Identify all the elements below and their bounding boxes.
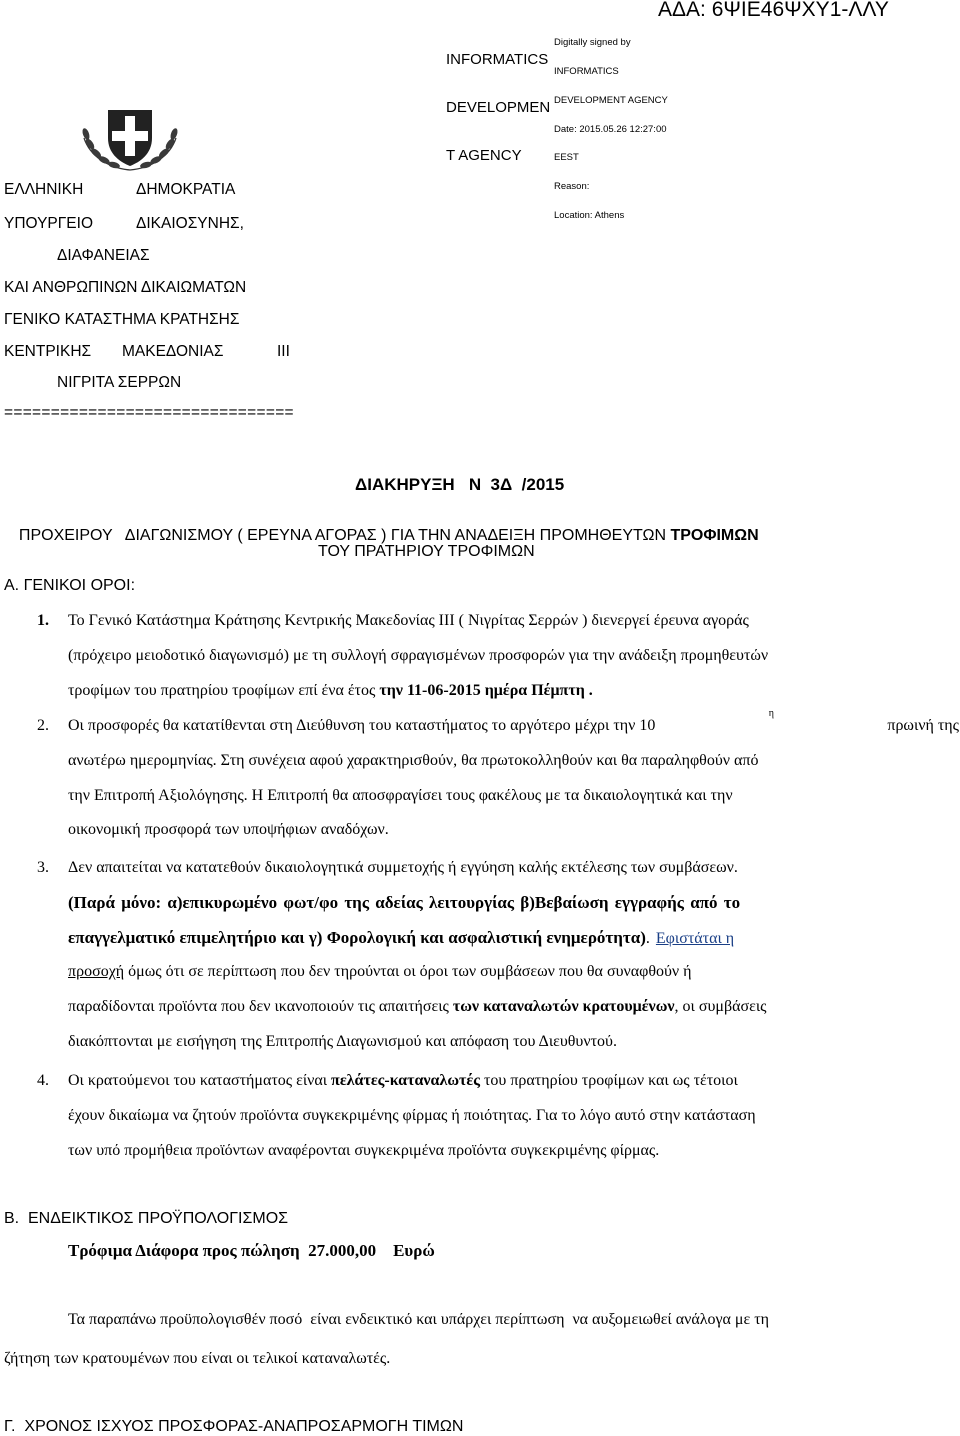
section-a-heading: Α. ΓΕΝΙΚΟΙ ΟΡΟΙ: — [4, 577, 136, 594]
signature-detail-line: INFORMATICS — [554, 65, 619, 77]
document-title: ΔΙΑΚΗΡΥΞΗ Ν 3Δ /2015 — [355, 475, 565, 494]
signature-detail-line: Location: Athens — [554, 209, 625, 221]
item-line: (πρόχειρο μειοδοτικό διαγωνισμό) με τη συλλογή σφραγισμένων προσφορών για την ανάδειξη προμηθευτών — [68, 646, 769, 664]
budget-line: Τρόφιμα Διάφορα προς πώληση 27.000,00 Ευρώ — [68, 1241, 435, 1260]
header-line-4: ΚΑΙ ΑΝΘΡΩΠΙΝΩΝ ΔΙΚΑΙΩΜΑΤΩΝ — [4, 279, 247, 296]
signature-detail-line: Digitally signed by — [554, 37, 631, 49]
item-text: όμως ότι σε περίπτωση που δεν τηρούνται οι όροι των συμβάσεων που θα συναφθούν ή — [124, 963, 692, 981]
header-line-7: ΝΙΓΡΙΤΑ ΣΕΡΡΩΝ — [57, 374, 182, 391]
item-number: 3. — [37, 859, 49, 876]
item-text: παραδίδονται προϊόντα που δεν ικανοποιούν τις απαιτήσεις — [68, 998, 453, 1016]
item-line — [68, 921, 959, 956]
item-number: 1. — [37, 612, 49, 629]
item-line: (Παρά μόνο: α)επικυρωμένο φωτ/φο της αδείας λειτουργίας β)Βεβαίωση εγγραφής από το — [68, 892, 741, 912]
signature-details — [554, 19, 668, 230]
budget-paragraph-line: ζήτηση των κρατουμένων που είναι οι τελικοί καταναλωτές. — [4, 1350, 391, 1367]
signature-signer-name — [446, 20, 550, 180]
document-subtitle — [10, 509, 759, 545]
ada-number: ΑΔΑ: 6ΨΙΕ46ΨΧΥ1-ΛΛΥ — [658, 0, 889, 21]
header-word: ΜΑΚΕΔΟΝΙΑΣ — [122, 343, 224, 360]
item-text: τροφίμων του πρατηρίου τροφίμων επί ένα έτος — [68, 681, 380, 699]
signature-name-line: INFORMATICS — [446, 51, 549, 68]
signature-detail-line: EEST — [554, 152, 579, 164]
document-subtitle-2: ΤΟΥ ΠΡΑΤΗΡΙΟΥ ΤΡΟΦΙΜΩΝ — [318, 543, 535, 560]
signature-detail-line: Reason: — [554, 181, 590, 193]
subtitle-part: ΠΡΟΧΕΙΡΟΥ — [18, 527, 117, 544]
item-line: διακόπτονται με εισήγηση της Επιτροπής Διαγωνισμού και απόφαση του Διευθυντού. — [68, 1032, 617, 1050]
header-line-3: ΔΙΑΦΑΝΕΙΑΣ — [57, 247, 150, 264]
item-line — [68, 709, 959, 744]
item-text: των καταναλωτών κρατουμένων — [452, 998, 675, 1016]
header-line-6 — [4, 343, 290, 361]
item-number: 2. — [37, 717, 49, 734]
subtitle-part: ΔΙΑΓΩΝΙΣΜΟΥ ( ΕΡΕΥΝΑ ΑΓΟΡΑΣ ) ΓΙΑ ΤΗΝ ΑΝΑΔΕΙΞΗ ΠΡΟΜΗΘΕΥΤΩΝ — [124, 527, 671, 544]
item-text: , οι συμβάσεις — [674, 998, 767, 1016]
item-text: πελάτες-καταναλωτές — [331, 1072, 480, 1089]
header-word: ΚΕΝΤΡΙΚΗΣ — [4, 343, 92, 360]
section-c-heading: Γ. ΧΡΟΝΟΣ ΙΣΧΥΟΣ ΠΡΟΣΦΟΡΑΣ-ΑΝΑΠΡΟΣΑΡΜΟΓΗ ΤΙΜΩΝ — [4, 1418, 464, 1435]
item-line: οικονομική προσφορά των υποψήφιων αναδόχων. — [68, 821, 389, 839]
greek-emblem-icon — [74, 104, 186, 176]
item-text: η — [768, 708, 774, 719]
item-text: την 11-06-2015 ημέρα Πέμπτη . — [379, 681, 593, 699]
item-text: Εφιστάται η — [655, 929, 735, 947]
item-text: Οι προσφορές θα κατατίθενται στη Διεύθυνση του καταστήματος το αργότερο μέχρι την 10 — [68, 717, 656, 734]
header-line-5: ΓΕΝΙΚΟ ΚΑΤΑΣΤΗΜΑ ΚΡΑΤΗΣΗΣ — [4, 311, 240, 328]
subtitle-part: ΤΡΟΦΙΜΩΝ — [670, 527, 759, 544]
item-text: προσοχή — [68, 963, 125, 981]
header-line-2 — [4, 215, 244, 233]
signature-name-line: DEVELOPMEN — [446, 99, 551, 116]
signature-detail-line: Date: 2015.05.26 12:27:00 — [554, 123, 667, 135]
header-word: ΔΙΚΑΙΟΣΥΝΗΣ, — [136, 215, 244, 232]
signature-name-line: T AGENCY — [446, 147, 522, 164]
item-text: Οι κρατούμενοι του καταστήματος είναι — [68, 1072, 332, 1089]
item-text: πρωινή της — [887, 717, 959, 734]
budget-paragraph-line: Τα παραπάνω προϋπολογισθέν ποσό είναι ενδεικτικό και υπάρχει περίπτωση να αυξομειωθεί ανάλογα με τη — [68, 1311, 770, 1328]
item-number: 4. — [37, 1072, 49, 1089]
header-word: ΥΠΟΥΡΓΕΙΟ — [4, 215, 94, 232]
section-b-heading: Β. ΕΝΔΕΙΚΤΙΚΟΣ ΠΡΟΫΠΟΛΟΓΙΣΜΟΣ — [4, 1210, 289, 1227]
item-line — [68, 990, 959, 1025]
item-line — [68, 1064, 959, 1099]
item-line — [68, 674, 959, 709]
header-word: ΕΛΛΗΝΙΚΗ — [4, 181, 84, 198]
header-word: ΔΗΜΟΚΡΑΤΙΑ — [136, 181, 236, 198]
item-line — [68, 955, 959, 990]
header-separator: =============================== — [4, 404, 294, 421]
item-line: έχουν δικαίωμα να ζητούν προϊόντα συγκεκριμένης φίρμας ή ποιότητας. Για το λόγο αυτό στην κατάσταση — [68, 1106, 756, 1124]
item-line: την Επιτροπή Αξιολόγησης. Η Επιτροπή θα αποσφραγίσει τους φακέλους με τα δικαιολογητικά και την — [68, 786, 733, 804]
header-line-1 — [4, 181, 235, 199]
item-line: των υπό προμήθεια προϊόντων αναφέρονται συγκεκριμένα προϊόντα συγκεκριμένης φίρμας. — [68, 1141, 660, 1159]
item-text: . — [645, 929, 654, 947]
item-line: Το Γενικό Κατάστημα Κράτησης Κεντρικής Μακεδονίας ΙΙΙ ( Νιγρίτας Σερρών ) διενεργεί έρευνα αγοράς — [68, 612, 749, 629]
item-line: Δεν απαιτείται να κατατεθούν δικαιολογητικά συμμετοχής ή εγγύηση καλής εκτέλεσης των συμβάσεων. — [68, 859, 738, 876]
item-line: ανωτέρω ημερομηνίας. Στη συνέχεια αφού χαρακτηρισθούν, θα πρωτοκολληθούν και θα παραληφθούν από — [68, 751, 759, 769]
item-text: επαγγελματικό επιμελητήριο και γ) Φορολογική και ασφαλιστική ενημερότητα) — [68, 927, 646, 947]
header-word: ΙΙΙ — [277, 343, 290, 360]
item-text: του πρατηρίου τροφίμων και ως τέτοιοι — [479, 1072, 738, 1089]
signature-detail-line: DEVELOPMENT AGENCY — [554, 94, 668, 106]
